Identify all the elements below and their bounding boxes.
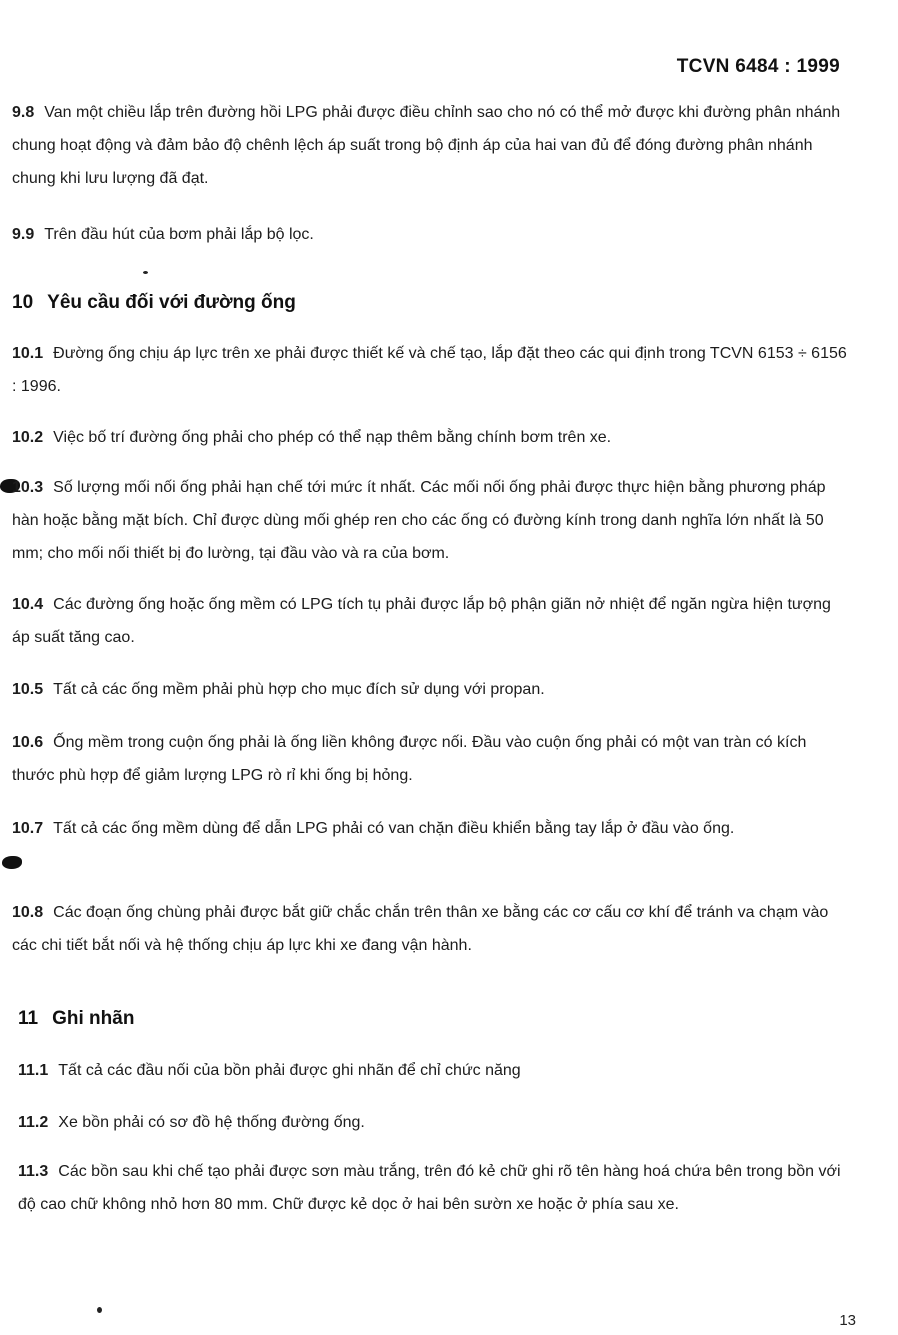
clause-number: 11.2 xyxy=(18,1114,49,1131)
clause-text: Tất cả các ống mềm dùng để dẫn LPG phải có van chặn điều khiển bằng tay lắp ở đầu vào ống. xyxy=(53,820,735,837)
clause-text: Van một chiều lắp trên đường hồi LPG phải được điều chỉnh sao cho nó có thể mở được khi đường phân nhánh chung hoạt động và đảm bảo độ chênh lệch áp suất trong bộ định áp của hai van đủ để đóng đường phân nhánh chung khi lưu lượng đã đạt. xyxy=(12,104,841,187)
clause-number: 10.5 xyxy=(12,681,44,698)
clause-text: Trên đầu hút của bơm phải lắp bộ lọc. xyxy=(44,226,314,243)
section-title: Yêu cầu đối với đường ống xyxy=(47,292,296,313)
clause-number: 10.6 xyxy=(12,734,44,751)
clause-text: Ống mềm trong cuộn ống phải là ống liền không được nối. Đầu vào cuộn ống phải có một van tràn có kích thước phù hợp để giảm lượng LPG rò rỉ khi ống bị hỏng. xyxy=(12,734,807,784)
section-number: 10 xyxy=(12,292,34,313)
clause-number: 11.1 xyxy=(18,1062,49,1079)
clause-10-1 xyxy=(12,337,850,403)
clause-text: Tất cả các đầu nối của bồn phải được ghi nhãn để chỉ chức năng xyxy=(58,1062,521,1079)
clause-number: 11.3 xyxy=(18,1163,49,1180)
clause-number: 10.7 xyxy=(12,820,44,837)
section-title: Ghi nhãn xyxy=(52,1008,135,1029)
scan-speck xyxy=(143,271,148,274)
clause-10-7 xyxy=(12,812,850,845)
clause-number: 10.3 xyxy=(12,479,44,496)
scan-speck xyxy=(97,1307,102,1313)
clause-text: Tất cả các ống mềm phải phù hợp cho mục đích sử dụng với propan. xyxy=(53,681,545,698)
clause-number: 9.9 xyxy=(12,226,35,243)
clause-number: 10.8 xyxy=(12,904,44,921)
clause-text: Các đường ống hoặc ống mềm có LPG tích tụ phải được lắp bộ phận giãn nở nhiệt để ngăn ngừa hiện tượng áp suất tăng cao. xyxy=(12,596,831,646)
clause-number: 10.1 xyxy=(12,345,44,362)
clause-number: 10.4 xyxy=(12,596,44,613)
clause-10-5 xyxy=(12,673,850,706)
clause-text: Việc bố trí đường ống phải cho phép có thể nạp thêm bằng chính bơm trên xe. xyxy=(53,429,612,446)
clause-10-6 xyxy=(12,726,850,792)
clause-11-3 xyxy=(18,1155,856,1221)
clause-9-8 xyxy=(12,96,850,195)
clause-10-8 xyxy=(12,896,850,962)
clause-text: Xe bồn phải có sơ đồ hệ thống đường ống. xyxy=(58,1114,365,1131)
clause-10-3 xyxy=(12,471,850,570)
document-code: TCVN 6484 : 1999 xyxy=(676,56,840,77)
clause-number: 9.8 xyxy=(12,104,35,121)
clause-text: Các đoạn ống chùng phải được bắt giữ chắc chắn trên thân xe bằng các cơ cấu cơ khí để tránh va chạm vào các chi tiết bắt nối và hệ thống chịu áp lực khi xe đang vận hành. xyxy=(12,904,829,954)
clause-9-9 xyxy=(12,218,850,251)
clause-10-2 xyxy=(12,421,850,454)
clause-text: Đường ống chịu áp lực trên xe phải được thiết kế và chế tạo, lắp đặt theo các qui định trong TCVN 6153 ÷ 6156 : 1996. xyxy=(12,345,847,395)
clause-11-2 xyxy=(18,1106,856,1139)
clause-number: 10.2 xyxy=(12,429,44,446)
clause-text: Số lượng mối nối ống phải hạn chế tới mức ít nhất. Các mối nối ống phải được thực hiện bằng phương pháp hàn hoặc bằng mặt bích. Chỉ được dùng mối ghép ren cho các ống có đường kính trong danh nghĩa lớn nhất là 50 mm; cho mối nối thiết bị đo lường, tại đầu vào và ra của bơm. xyxy=(12,479,826,562)
page-number: 13 xyxy=(839,1312,856,1329)
clause-11-1 xyxy=(18,1054,856,1087)
clause-text: Các bồn sau khi chế tạo phải được sơn màu trắng, trên đó kẻ chữ ghi rõ tên hàng hoá chứa bên trong bồn với độ cao chữ không nhỏ hơn 80 mm. Chữ được kẻ dọc ở hai bên sườn xe hoặc ở phía sau xe. xyxy=(18,1163,841,1213)
section-number: 11 xyxy=(18,1008,39,1029)
section-heading-10 xyxy=(12,292,296,314)
clause-10-4 xyxy=(12,588,850,654)
section-heading-11 xyxy=(18,1008,134,1030)
scan-smudge xyxy=(2,856,22,869)
